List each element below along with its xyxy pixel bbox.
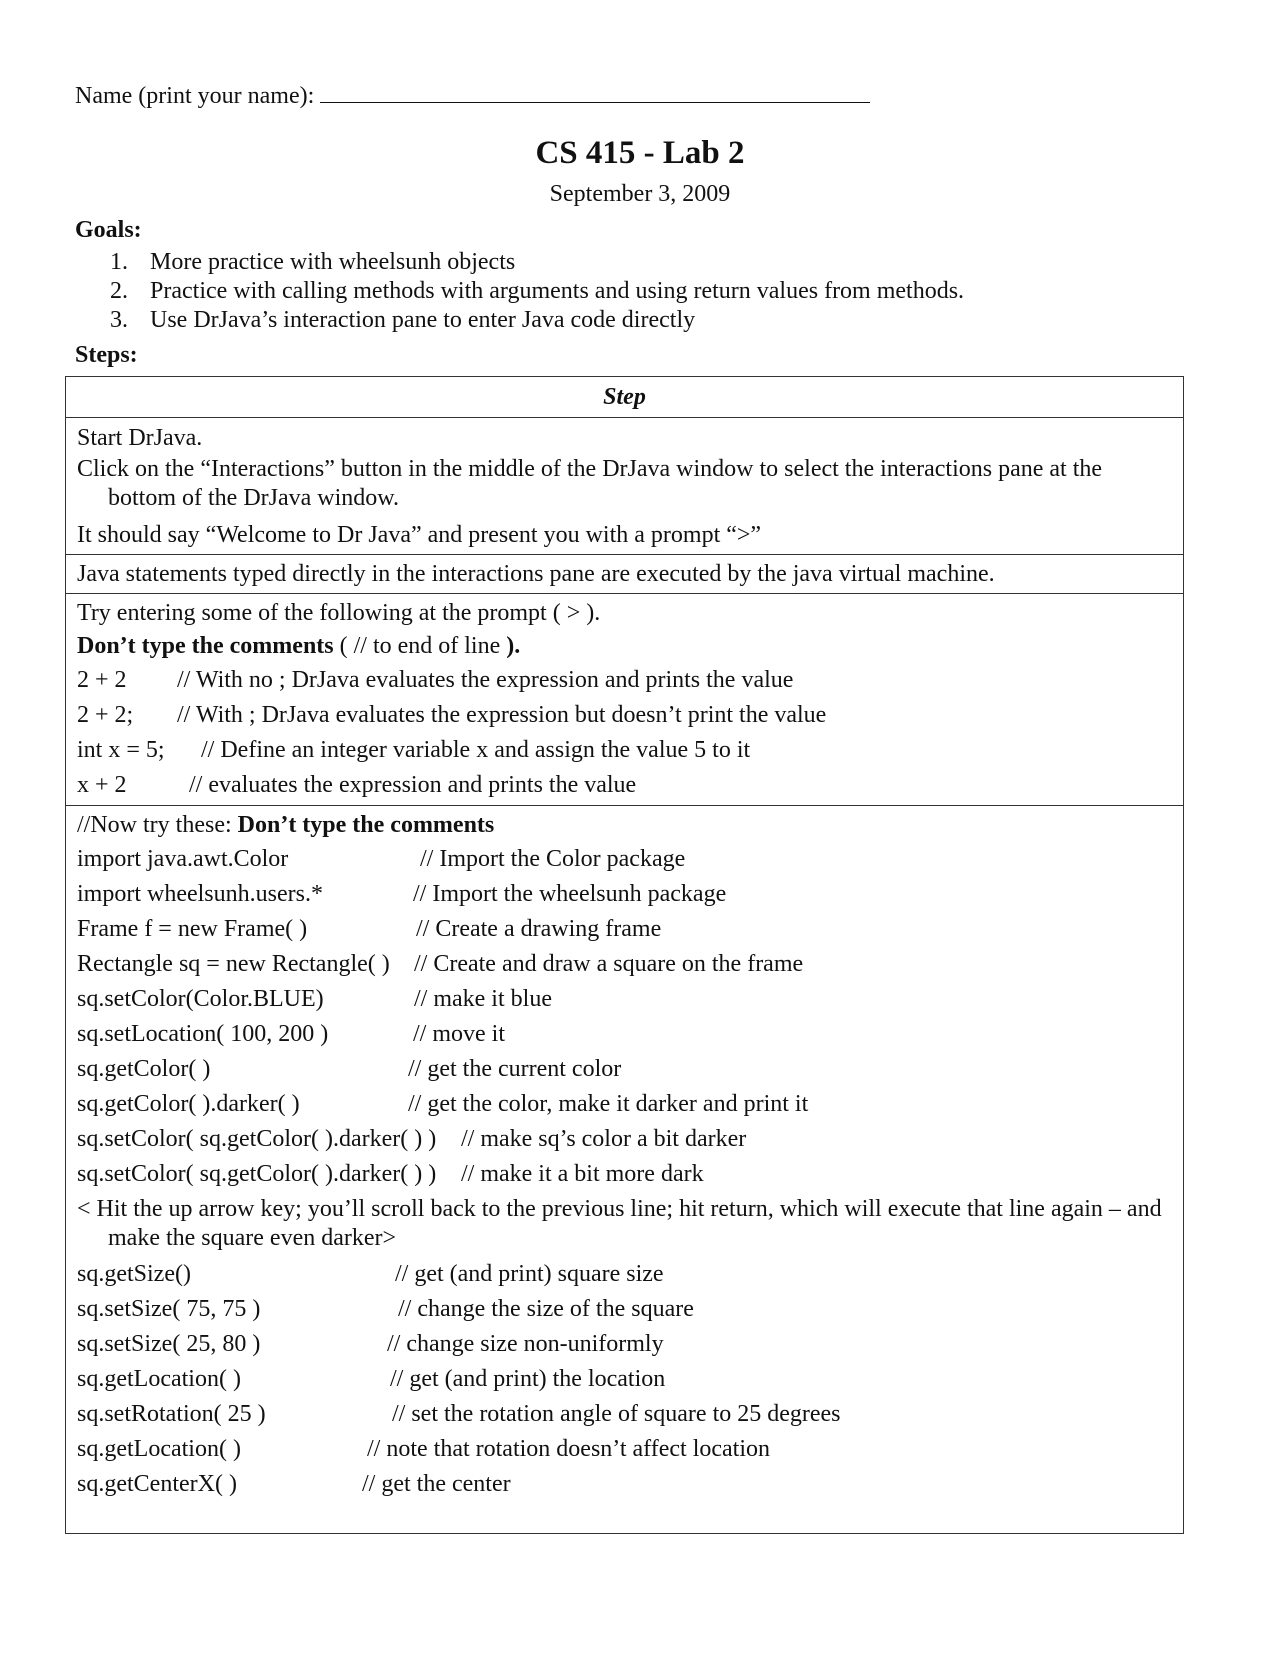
name-label: Name (print your name): — [75, 83, 315, 109]
code-line: 2 + 2; // With ; DrJava evaluates the expression but doesn’t print the value — [77, 702, 827, 728]
step-row-shapes — [66, 806, 1184, 1534]
code-line: sq.getLocation( ) // get (and print) the location — [77, 1366, 666, 1392]
code-line: sq.setRotation( 25 ) // set the rotation angle of square to 25 degrees — [77, 1401, 841, 1427]
steps-heading: Steps: — [75, 342, 138, 368]
code-line: sq.getCenterX( ) // get the center — [77, 1471, 511, 1497]
page-title: CS 415 - Lab 2 — [535, 135, 745, 171]
steps-table — [65, 376, 1184, 1534]
code-line: Rectangle sq = new Rectangle( ) // Create and draw a square on the frame — [77, 951, 804, 977]
step-row-statements: Java statements typed directly in the interactions pane are executed by the java virtual machine. — [66, 555, 1184, 594]
code-line: sq.setSize( 25, 80 ) // change size non-uniformly — [77, 1331, 664, 1357]
code-line: 2 + 2 // With no ; DrJava evaluates the expression and prints the value — [77, 667, 794, 693]
code-line: sq.setColor( sq.getColor( ).darker( ) ) // make it a bit more dark — [77, 1161, 704, 1187]
step-row-start: Start DrJava. Click on the “Interactions” button in the middle of the DrJava window to select the interactions pane at the bottom of the DrJava window. It should say “Welcome to Dr Java” and present you with a prompt “>” — [66, 418, 1184, 555]
code-line: sq.setSize( 75, 75 ) // change the size of the square — [77, 1296, 694, 1322]
code-line: sq.setColor(Color.BLUE) // make it blue — [77, 986, 552, 1012]
goal-item: 2. Practice with calling methods with arguments and using return values from methods. — [110, 278, 965, 304]
name-field — [75, 80, 870, 111]
code-line: import java.awt.Color // Import the Color package — [77, 846, 686, 872]
code-line: int x = 5; // Define an integer variable x and assign the value 5 to it — [77, 737, 751, 763]
step-row-expressions: Try entering some of the following at the prompt ( > ). Don’t type the comments ( // to end of line ). 2 + 2 // With no ; DrJava evaluates the expression and prints the value 2 + 2; // With ; DrJava evaluates the expression but doesn’t print the value int x = 5; // Define an integer variable x and assign the value 5 to it x + 2 // evaluates the expression and prints the value — [66, 594, 1184, 806]
code-line: sq.getSize() // get (and print) square size — [77, 1261, 664, 1287]
code-line: sq.setLocation( 100, 200 ) // move it — [77, 1021, 505, 1047]
comments-note: Don’t type the comments ( // to end of line ). — [77, 633, 521, 659]
code-line: sq.getLocation( ) // note that rotation doesn’t affect location — [77, 1436, 770, 1462]
code-line: Frame f = new Frame( ) // Create a drawing frame — [77, 916, 662, 942]
code-line: sq.getColor( ) // get the current color — [77, 1056, 622, 1082]
code-line: x + 2 // evaluates the expression and prints the value — [77, 772, 637, 798]
up-arrow-hint: < Hit the up arrow key; you’ll scroll back to the previous line; hit return, which will execute that line again – and make the square even darker> — [77, 1196, 1162, 1251]
goals-heading: Goals: — [75, 217, 142, 243]
goal-item: 1. More practice with wheelsunh objects — [110, 249, 516, 275]
goal-item: 3. Use DrJava’s interaction pane to enter Java code directly — [110, 307, 696, 333]
page-date: September 3, 2009 — [549, 181, 731, 207]
code-line: import wheelsunh.users.* // Import the wheelsunh package — [77, 881, 727, 907]
code-line: sq.setColor( sq.getColor( ).darker( ) ) // make sq’s color a bit darker — [77, 1126, 747, 1152]
steps-table-header: Step — [66, 377, 1184, 418]
name-blank-line — [320, 80, 870, 103]
now-try-line: //Now try these: Don’t type the comments — [77, 812, 495, 838]
code-line: sq.getColor( ).darker( ) // get the color, make it darker and print it — [77, 1091, 809, 1117]
goals-list — [110, 248, 964, 335]
